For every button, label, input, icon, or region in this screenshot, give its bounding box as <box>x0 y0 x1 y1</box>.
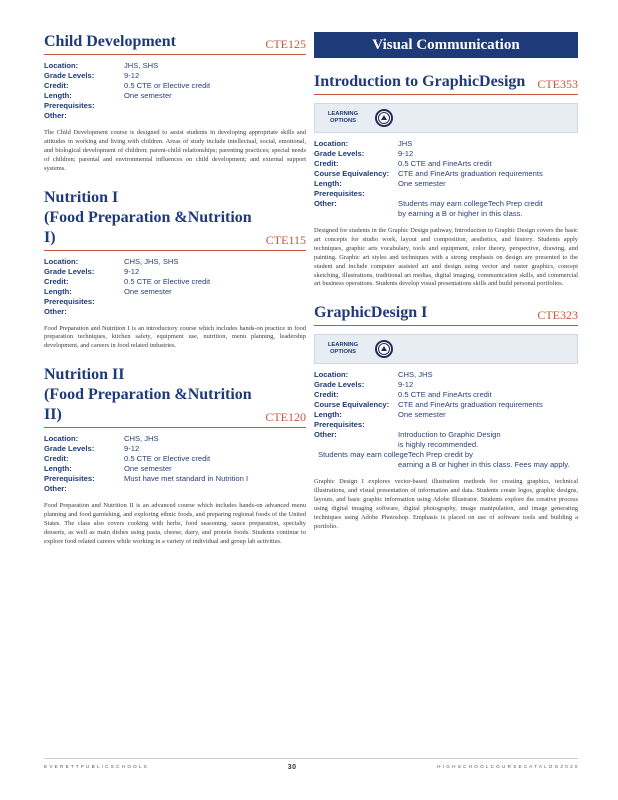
value-location: JHS <box>398 139 413 148</box>
value-credit: 0.5 CTE or Elective credit <box>124 454 211 464</box>
value-grade: 9-12 <box>124 71 140 80</box>
value-length: One semester <box>398 410 446 420</box>
value-equivalency: CTE and FineArts graduation requirements <box>398 400 543 410</box>
value-length: One semester <box>124 464 172 474</box>
course-subtitle: (Food Preparation &Nutrition I) <box>44 208 252 246</box>
value-grade: 9-12 <box>398 149 414 158</box>
course-info <box>314 370 578 470</box>
left-column <box>44 32 306 561</box>
course-header <box>314 303 578 326</box>
footer-right: H I G H S C H O O L C O U R S E C A T A L O G 2 0 2 0 <box>437 764 578 769</box>
label-location: Location: <box>44 434 79 444</box>
label-prereq: Prerequisites: <box>44 474 95 484</box>
course-code: CTE115 <box>265 232 306 247</box>
label-grade: Grade Levels: <box>314 380 365 390</box>
course-header <box>44 188 306 251</box>
value-other-note: Students may earn collegeTech Prep credit by <box>318 450 473 460</box>
label-credit: Credit: <box>44 81 69 90</box>
fine-arts-badge-icon <box>375 109 393 127</box>
label-equivalency: Course Equivalency: <box>314 400 390 410</box>
label-prereq: Prerequisites: <box>44 101 95 110</box>
course-description: Graphic Design I explores vector-based illustration methods for creating graphics, technical illustrations, and visual presentation of information and data. Students create logos, graphic designs, layouts, and basic graphic information using Adobe Illustrator. Students explore the creative process using digital imaging software, digital photography, image manipulation, and image generating techniques using Adobe Photoshop. Emphasis is placed on use of software tools and building a portfolio. <box>314 478 578 530</box>
label-length: Length: <box>314 410 342 420</box>
label-location: Location: <box>314 370 349 380</box>
course-code: CTE353 <box>537 77 578 91</box>
label-grade: Grade Levels: <box>44 71 95 80</box>
label-length: Length: <box>314 179 342 188</box>
section-band: Visual Communication <box>314 32 578 58</box>
label-credit: Credit: <box>44 454 69 464</box>
learning-options-box <box>314 103 578 133</box>
label-prereq: Prerequisites: <box>314 189 365 198</box>
label-length: Length: <box>44 91 72 100</box>
label-grade: Grade Levels: <box>44 444 95 454</box>
value-grade: 9-12 <box>124 266 140 276</box>
label-other: Other: <box>44 111 67 120</box>
label-other: Other: <box>314 430 337 440</box>
course-title: Introduction to GraphicDesign <box>314 73 526 90</box>
course-info <box>44 257 306 317</box>
learning-options-label: LEARNING OPTIONS <box>327 342 359 356</box>
label-location: Location: <box>44 256 79 266</box>
course-code: CTE120 <box>265 410 306 425</box>
course-title: GraphicDesign I <box>314 304 428 322</box>
course-title: Nutrition I <box>44 188 119 206</box>
value-other-cont: is highly recommended. <box>398 440 479 450</box>
label-prereq: Prerequisites: <box>44 296 95 306</box>
course-code: CTE125 <box>265 37 306 51</box>
value-credit: 0.5 CTE or Elective credit <box>124 81 211 90</box>
course-header <box>44 32 306 55</box>
value-credit: 0.5 CTE and FineArts credit <box>398 390 492 400</box>
course-description: Food Preparation and Nutrition II is an advanced course which includes hands-on advanced menu planning and food garnishing, and exploring ethnic foods, and preparing regional foods of the United States. The class also covers cooking with herbs, food seasoning, sauce preparation, specialty desserts, as well as main dishes using pasta, cheese, dairy, and protein foods. Students continue to explore food related careers while working in a variety of individual and group lab activities. <box>44 502 306 545</box>
value-credit: 0.5 CTE and FineArts credit <box>398 159 492 168</box>
value-other: Students may earn collegeTech Prep credit <box>398 199 543 208</box>
course-title: Child Development <box>44 33 176 50</box>
label-other: Other: <box>314 199 337 208</box>
course-header <box>44 365 306 428</box>
value-length: One semester <box>124 91 172 100</box>
label-equivalency: Course Equivalency: <box>314 169 390 178</box>
value-location: CHS, JHS <box>398 370 433 380</box>
course-header <box>314 72 578 95</box>
label-credit: Credit: <box>314 159 339 168</box>
learning-options-box <box>314 334 578 364</box>
course-description: Food Preparation and Nutrition I is an introductory course which includes hands-on practice in food preparation techniques, kitchen safety, equipment use, nutrition, menu planning, leadership development, and careers in food related industries. <box>44 324 306 350</box>
course-info <box>44 61 306 121</box>
course-description: Designed for students in the Graphic Design pathway, Introduction to Graphic Design covers the basic art concepts for studio work, layout and composition, aesthetics, and history. Students apply techniques, graphic arts vocabulary, tools and equipment, color theory, perspective, drawing, and painting. Graphic art styles and techniques with a strong emphasis on design are presented to the student and include computer assisted art and design using vector and raster graphics, concept sketching, illustrations, traditional art medias, digital imaging, communication skills, and commercial art business operations. Students develop visual presentations skills and build personal portfolios. <box>314 227 578 288</box>
learning-options-label: LEARNING OPTIONS <box>327 111 359 124</box>
label-grade: Grade Levels: <box>44 266 95 276</box>
label-location: Location: <box>44 61 79 70</box>
value-grade: 9-12 <box>124 444 140 454</box>
course-title-stack <box>44 188 262 248</box>
footer-divider <box>44 758 578 759</box>
page-footer <box>44 764 578 771</box>
course-nutrition-2 <box>44 365 306 547</box>
course-graphic-design-1 <box>314 303 578 531</box>
label-location: Location: <box>314 139 349 148</box>
fine-arts-badge-icon <box>375 340 393 358</box>
value-credit: 0.5 CTE or Elective credit <box>124 276 211 286</box>
course-title-stack <box>44 365 261 425</box>
footer-left: E V E R E T T P U B L I C S C H O O L S <box>44 764 148 769</box>
value-other-cont: by earning a B or higher in this class. <box>398 209 523 218</box>
course-title: Nutrition II <box>44 366 125 384</box>
course-description: The Child Development course is designed to assist students in developing appropriate skills and attitudes in working and living with children. Areas of study include intellectual, social, emotional, and biological development of children; parent-child relationships; parenting practices; special needs of children; parental and environmental influences on child development; and external support systems. <box>44 129 306 172</box>
course-subtitle: (Food Preparation &Nutrition II) <box>44 386 252 424</box>
page-number: 30 <box>287 764 297 771</box>
right-column <box>314 32 578 546</box>
value-other-note-cont: earning a B or higher in this class. Fees may apply. <box>398 460 570 470</box>
label-prereq: Prerequisites: <box>314 420 365 430</box>
course-nutrition-1 <box>44 188 306 352</box>
value-other: Introduction to Graphic Design <box>398 430 501 440</box>
value-location: CHS, JHS, SHS <box>124 256 179 266</box>
label-grade: Grade Levels: <box>314 149 365 158</box>
label-credit: Credit: <box>44 276 69 286</box>
course-info <box>44 434 306 494</box>
value-location: JHS, SHS <box>124 61 159 70</box>
value-equivalency: CTE and FineArts graduation requirements <box>398 169 543 178</box>
value-prereq: Must have met standard in Nutrition I <box>124 474 249 484</box>
label-length: Length: <box>44 286 72 296</box>
value-length: One semester <box>398 179 446 188</box>
value-location: CHS, JHS <box>124 434 159 444</box>
value-length: One semester <box>124 286 172 296</box>
value-grade: 9-12 <box>398 380 414 390</box>
label-other: Other: <box>44 484 67 494</box>
course-intro-graphic-design <box>314 72 578 289</box>
label-credit: Credit: <box>314 390 339 400</box>
course-info <box>314 139 578 219</box>
course-child-development <box>44 32 306 174</box>
label-length: Length: <box>44 464 72 474</box>
label-other: Other: <box>44 306 67 316</box>
course-code: CTE323 <box>537 308 578 323</box>
